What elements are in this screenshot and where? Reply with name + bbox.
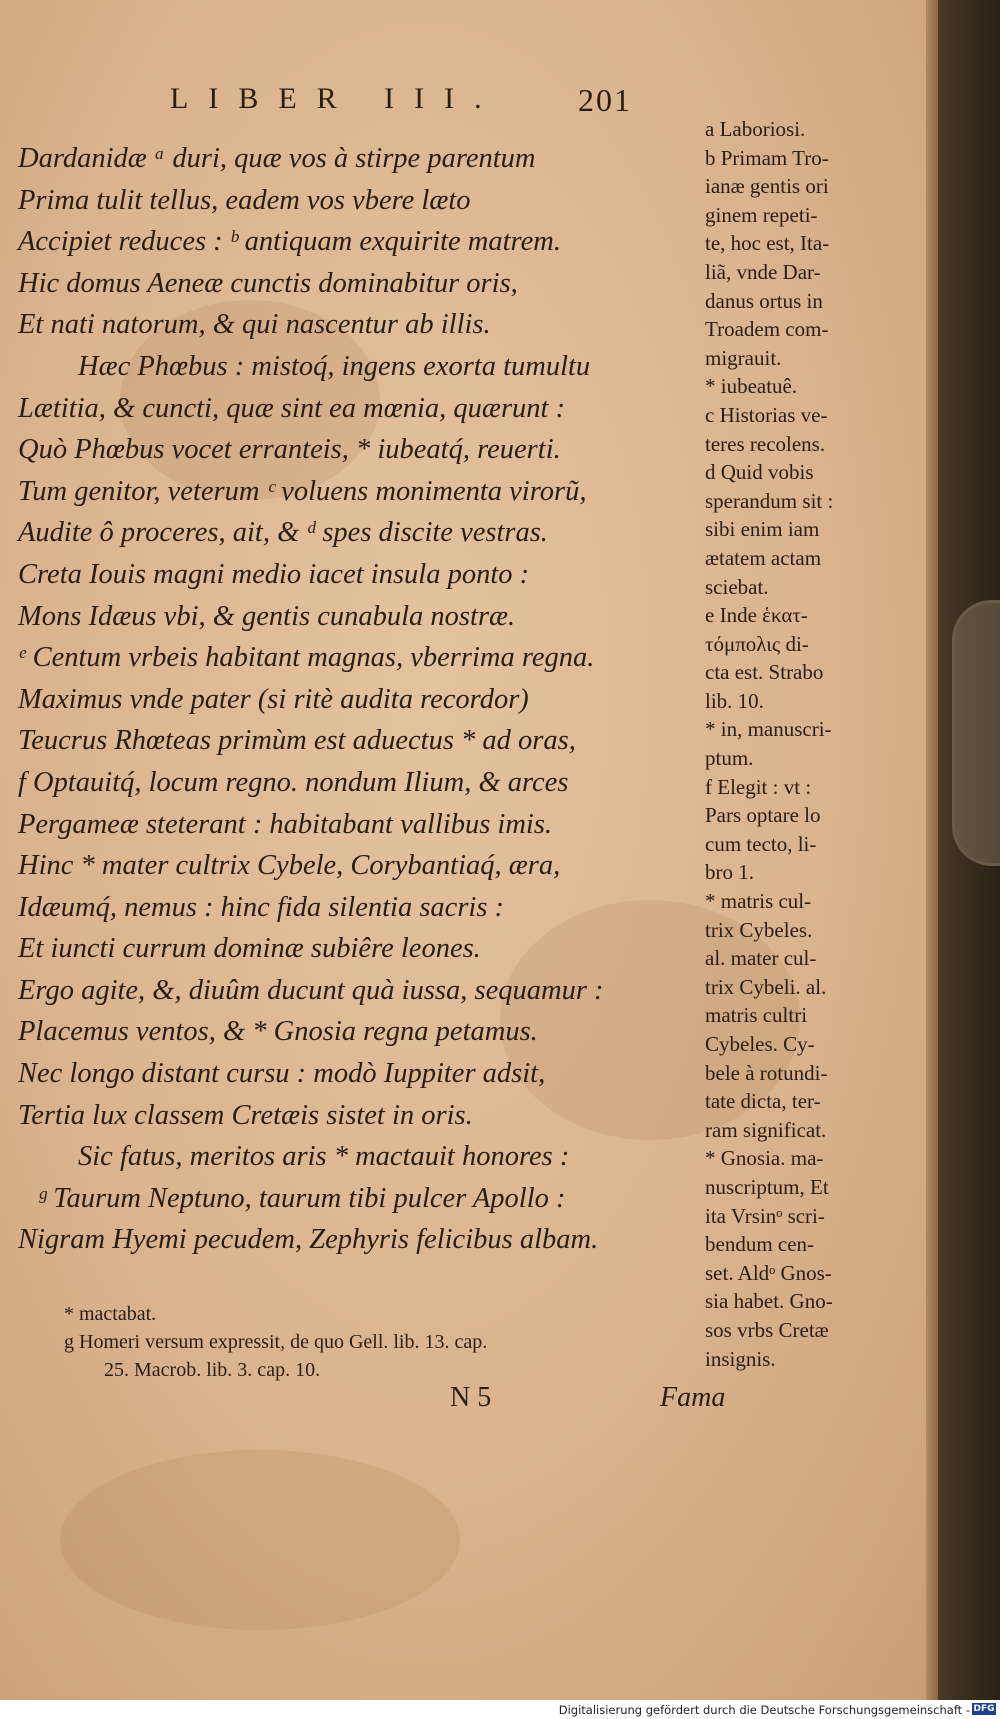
footnote-line: g Homeri versum expressit, de quo Gell. lib. 13. cap. [64, 1331, 488, 1353]
page-clip [952, 600, 1000, 866]
verse-line: Hinc * mater cultrix Cybele, Corybantiaq́, æra, [18, 850, 561, 882]
marginal-note-line: ita Vrsinᵒ scri- [705, 1203, 825, 1228]
marginal-note-line: sperandum sit : [705, 488, 834, 513]
marginal-note-line: ram significat. [705, 1117, 827, 1142]
verse-line: Creta Iouis magni medio iacet insula ponto : [18, 558, 530, 590]
marginal-note-line: c Historias ve- [705, 402, 828, 427]
digitization-footer [0, 1700, 1000, 1719]
marginal-note-line: ætatem actam [705, 545, 822, 570]
paper-stain [60, 1450, 460, 1630]
marginal-note-line: ptum. [705, 746, 754, 771]
marginal-note-line: bele à rotundi- [705, 1060, 828, 1085]
marginal-note-line: te, hoc est, Ita- [705, 231, 830, 256]
verse-line: Tum genitor, veterum ᶜ voluens monimenta virorũ, [18, 475, 587, 507]
marginal-note-line: e Inde ἑκατ- [705, 603, 808, 628]
marginal-note-line: trix Cybeli. al. [705, 974, 827, 999]
verse-line: ᵉ Centum vrbeis habitant magnas, vberrima regna. [18, 642, 595, 674]
marginal-notes [705, 115, 920, 1373]
verse-line: Ergo agite, &, diuûm ducunt quà iussa, sequamur : [18, 974, 604, 1006]
verse-line: Nigram Hyemi pecudem, Zephyris felicibus albam. [18, 1224, 599, 1256]
verse-line: Pergameæ steterant : habitabant vallibus imis. [18, 808, 553, 840]
page-edge [926, 0, 938, 1700]
verse-line: Et nati natorum, & qui nascentur ab illis. [18, 309, 491, 341]
verse-line: Accipiet reduces : ᵇ antiquam exquirite matrem. [18, 226, 561, 258]
verse-line: ᵍ Taurum Neptuno, taurum tibi pulcer Apollo : [38, 1182, 566, 1214]
verse-line: Teucrus Rhœteas primùm est aduectus * ad oras, [18, 725, 576, 757]
marginal-note-line: * iubeatuê. [705, 374, 798, 399]
marginal-note-line: f Elegit : vt : [705, 774, 812, 799]
footer-credit: Digitalisierung gefördert durch die Deutsche Forschungsgemeinschaft - [558, 1703, 970, 1717]
footnote-line: 25. Macrob. lib. 3. cap. 10. [104, 1359, 321, 1381]
marginal-note-line: matris cultri [705, 1003, 808, 1028]
page-number: 201 [578, 82, 632, 118]
marginal-note-line: b Primam Tro- [705, 145, 829, 170]
marginal-note-line: trix Cybeles. [705, 917, 813, 942]
verse-line: Nec longo distant cursu : modò Iuppiter adsit, [18, 1058, 546, 1090]
verse-line: Sic fatus, meritos aris * mactauit honores : [78, 1141, 570, 1173]
marginal-note-line: * in, manuscri- [705, 717, 832, 742]
marginal-note-line: insignis. [705, 1346, 776, 1371]
verse-line: f Optauitq́, locum regno. nondum Ilium, & arces [18, 766, 569, 798]
marginal-note-line: d Quid vobis [705, 460, 814, 485]
marginal-note-line: lib. 10. [705, 688, 764, 713]
marginal-note-line: * matris cul- [705, 889, 812, 914]
marginal-note-line: sia habet. Gno- [705, 1289, 833, 1314]
marginal-note-line: Cybeles. Cy- [705, 1032, 815, 1056]
marginal-note-line: τόμπολις di- [705, 631, 809, 656]
marginal-note-line: bendum cen- [705, 1232, 815, 1257]
marginal-note-line: a Laboriosi. [705, 117, 806, 141]
marginal-note-line: cta est. Strabo [705, 660, 824, 685]
marginal-note-line: sibi enim iam [705, 517, 820, 542]
marginal-note-line: bro 1. [705, 860, 754, 885]
verse-line: Hic domus Aeneæ cunctis dominabitur oris, [18, 267, 518, 299]
verse-line: Et iuncti currum dominæ subiêre leones. [18, 933, 481, 965]
marginal-note-line: teres recolens. [705, 431, 826, 456]
verse-line: Lætitia, & cuncti, quæ sint ea mœnia, quærunt : [18, 392, 566, 424]
marginal-note-line: ginem repeti- [705, 202, 818, 227]
verse-line: Quò Phœbus vocet erranteis, * iubeatq́, reuerti. [18, 434, 561, 466]
marginal-note-line: set. Aldᵒ Gnos- [705, 1260, 832, 1285]
marginal-note-line: Pars optare lo [705, 803, 821, 828]
verse-line: Audite ô proceres, ait, & ᵈ spes discite vestras. [18, 517, 548, 549]
catchword: Fama [660, 1382, 726, 1413]
marginal-note-line: Troadem com- [705, 317, 829, 342]
verse-line: Maximus vnde pater (si ritè audita recordor) [18, 683, 529, 715]
footnotes [64, 1300, 724, 1384]
marginal-note-line: al. mater cul- [705, 946, 817, 971]
marginal-note-line: nuscriptum, Et [705, 1174, 829, 1199]
marginal-note-line: tate dicta, ter- [705, 1089, 821, 1114]
verse-text [18, 138, 718, 1261]
verse-line: Hæc Phœbus : mistoq́, ingens exorta tumultu [78, 350, 591, 382]
marginal-note-line: migrauit. [705, 345, 782, 370]
signature-line [450, 1382, 750, 1414]
running-header [170, 82, 690, 116]
marginal-note-line: * Gnosia. ma- [705, 1146, 824, 1171]
signature-mark: N 5 [450, 1382, 492, 1413]
marginal-note-line: cum tecto, li- [705, 831, 817, 856]
dfg-logo: DFG [973, 1704, 995, 1714]
verse-line: Placemus ventos, & * Gnosia regna petamus. [18, 1016, 538, 1048]
marginal-note-line: liã, vnde Dar- [705, 259, 821, 284]
verse-line: Mons Idæus vbi, & gentis cunabula nostræ. [18, 600, 516, 632]
verse-line: Prima tulit tellus, eadem vos vbere læto [18, 184, 471, 216]
marginal-note-line: danus ortus in [705, 288, 823, 313]
running-title: LIBER III. [170, 82, 502, 115]
marginal-note-line: sos vrbs Cretæ [705, 1317, 829, 1342]
footnote-line: * mactabat. [64, 1303, 157, 1325]
verse-line: Dardanidæ ᵃ duri, quæ vos à stirpe parentum [18, 143, 536, 174]
marginal-note-line: ianæ gentis ori [705, 174, 829, 199]
marginal-note-line: sciebat. [705, 574, 769, 599]
verse-line: Idæumq́, nemus : hinc fida silentia sacris : [18, 891, 505, 923]
verse-line: Tertia lux classem Cretæis sistet in oris. [18, 1099, 473, 1131]
